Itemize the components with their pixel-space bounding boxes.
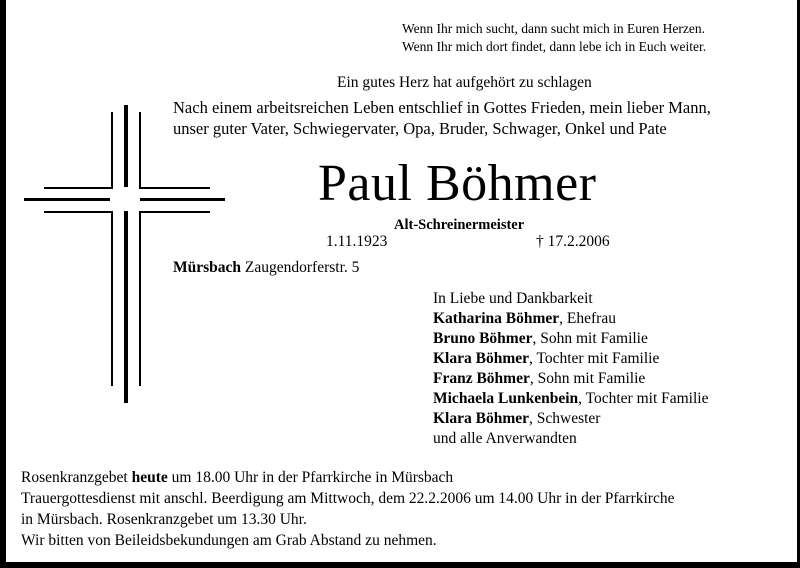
note-funeral-cont: in Mürsbach. Rosenkranzgebet um 13.30 Uhr. — [21, 511, 307, 528]
birth-date: 1.11.1923 — [326, 233, 388, 250]
address: Mürsbach Zaugendorferstr. 5 — [173, 259, 360, 276]
deceased-title: Alt-Schreinermeister — [394, 217, 525, 233]
death-date: † 17.2.2006 — [536, 233, 610, 250]
heading: Ein gutes Herz hat aufgehört zu schlagen — [337, 74, 592, 91]
quote-line-2: Wenn Ihr mich dort findet, dann lebe ich in Euch weiter. — [402, 39, 707, 54]
intro-line-1: Nach einem arbeitsreichen Leben entschlief in Gottes Frieden, mein lieber Mann, — [173, 98, 711, 117]
obituary-notice — [6, 0, 797, 562]
mourner: Katharina Böhmer, Ehefrau — [433, 310, 616, 327]
note-condolences: Wir bitten von Beileidsbekundungen am Grab Abstand zu nehmen. — [21, 532, 437, 549]
mourner: Klara Böhmer, Tochter mit Familie — [433, 350, 660, 367]
mourner: Bruno Böhmer, Sohn mit Familie — [433, 330, 648, 347]
deceased-name: Paul Böhmer — [318, 155, 597, 212]
quote-line-1: Wenn Ihr mich sucht, dann sucht mich in Euren Herzen. — [402, 21, 705, 36]
mourner: Klara Böhmer, Schwester — [433, 410, 601, 427]
mourner: Franz Böhmer, Sohn mit Familie — [433, 370, 646, 387]
mourner: Michaela Lunkenbein, Tochter mit Familie — [433, 390, 709, 407]
mourners-intro: In Liebe und Dankbarkeit — [433, 290, 593, 307]
mourners-outro: und alle Anverwandten — [433, 430, 577, 447]
note-rosary: Rosenkranzgebet heute um 18.00 Uhr in der Pfarrkirche in Mürsbach — [21, 469, 454, 486]
note-funeral: Trauergottesdienst mit anschl. Beerdigung am Mittwoch, dem 22.2.2006 um 14.00 Uhr in der Pfarrkirche — [21, 490, 675, 507]
intro-line-2: unser guter Vater, Schwiegervater, Opa, Bruder, Schwager, Onkel und Pate — [173, 119, 667, 138]
